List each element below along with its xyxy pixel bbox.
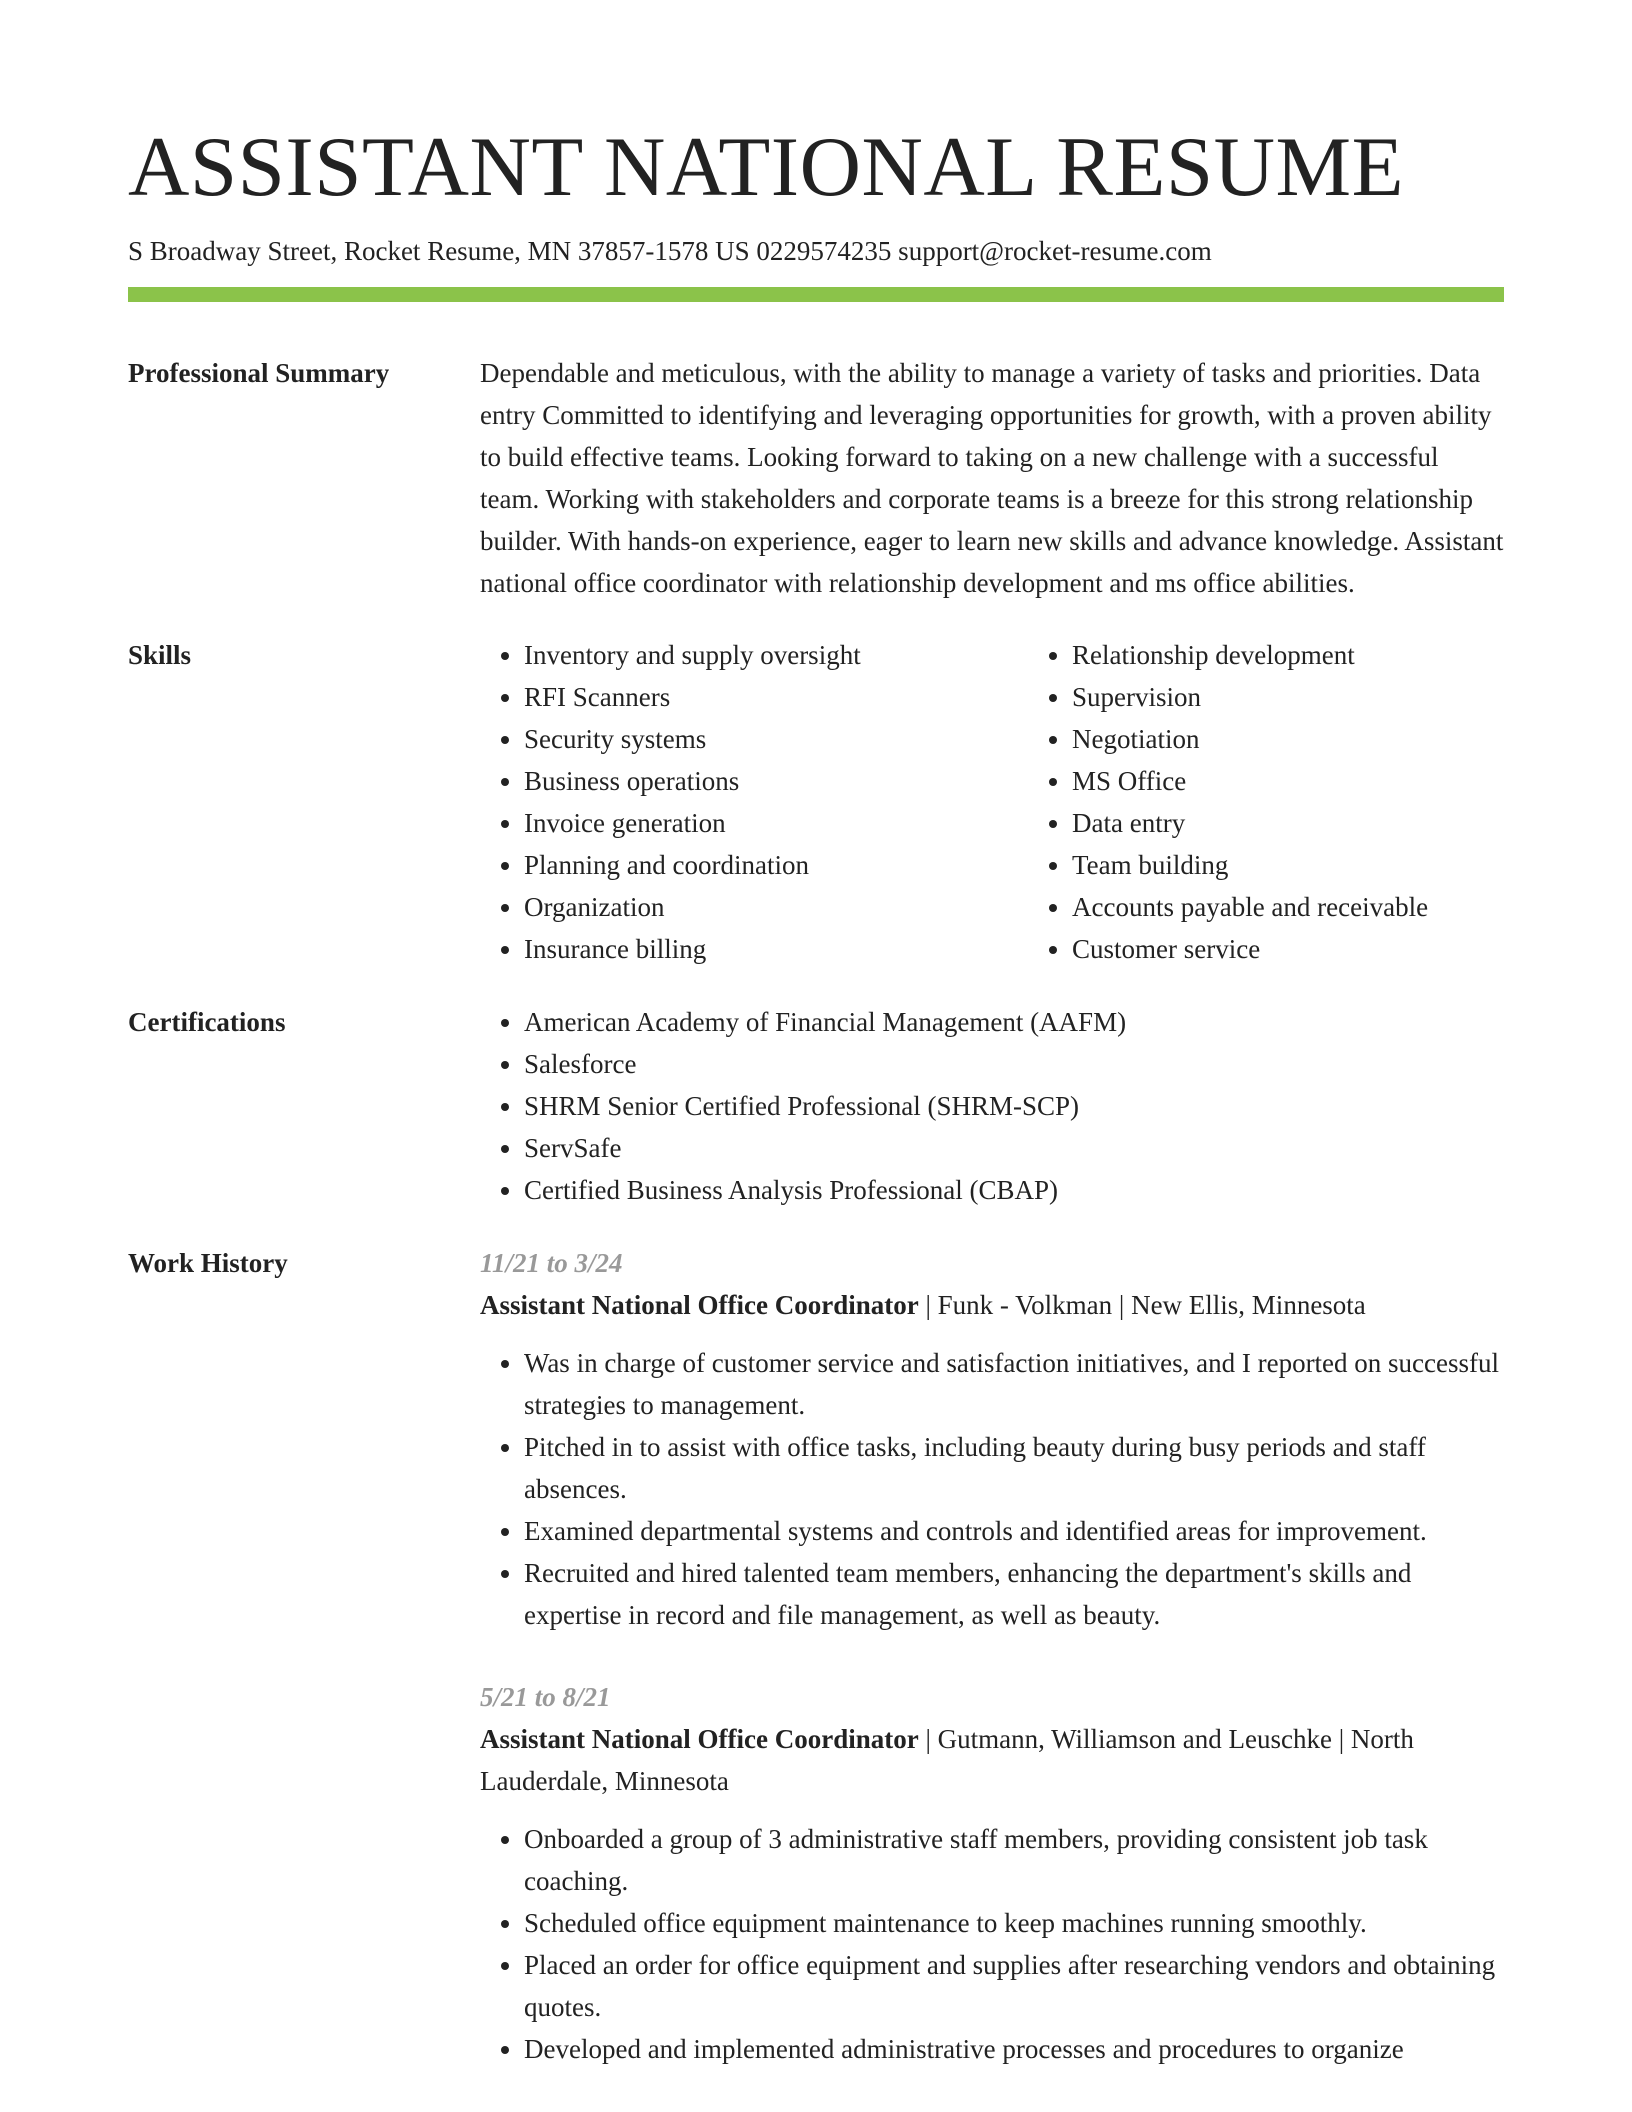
job-bullets [480, 1818, 1504, 2070]
resume-name: ASSISTANT NATIONAL RESUME [128, 120, 1405, 214]
job-title: Assistant National Office Coordinator [480, 1724, 919, 1754]
skills-section [128, 634, 1504, 970]
list-item: • Customer service [1072, 928, 1576, 970]
section-label-certifications: Certifications [128, 1007, 286, 1037]
certifications-list [480, 1001, 1504, 1211]
list-item: • Organization [524, 886, 1028, 928]
list-item: • Data entry [1072, 802, 1576, 844]
list-item: • Insurance billing [524, 928, 1028, 970]
list-item: • Scheduled office equipment maintenance to keep machines running smoothly. [524, 1902, 1504, 1944]
certifications-section [128, 1001, 1504, 1211]
list-item: • RFI Scanners [524, 676, 1028, 718]
job-bullets [480, 1342, 1504, 1636]
list-item: • Accounts payable and receivable [1072, 886, 1576, 928]
skills-list-col2 [1028, 634, 1576, 970]
list-item: • Security systems [524, 718, 1028, 760]
list-item: • Was in charge of customer service and satisfaction initiatives, and I reported on successful strategies to management. [524, 1342, 1504, 1426]
section-label-skills: Skills [128, 640, 192, 670]
list-item: • SHRM Senior Certified Professional (SHRM-SCP) [524, 1085, 1504, 1127]
list-item: • Examined departmental systems and controls and identified areas for improvement. [524, 1510, 1504, 1552]
job-details: | Funk - Volkman | New Ellis, Minnesota [918, 1290, 1366, 1320]
list-item: • MS Office [1072, 760, 1576, 802]
list-item: • Invoice generation [524, 802, 1028, 844]
list-item: • Placed an order for office equipment and supplies after researching vendors and obtaining quotes. [524, 1944, 1504, 2028]
list-item: • Pitched in to assist with office tasks, including beauty during busy periods and staff absences. [524, 1426, 1504, 1510]
list-item: • Planning and coordination [524, 844, 1028, 886]
list-item: • Salesforce [524, 1043, 1504, 1085]
list-item: • Supervision [1072, 676, 1576, 718]
section-label-work-history: Work History [128, 1248, 288, 1278]
list-item: • Developed and implemented administrative processes and procedures to organize [524, 2028, 1504, 2070]
section-label-summary: Professional Summary [128, 358, 390, 388]
summary-text: Dependable and meticulous, with the ability to manage a variety of tasks and priorities. Data entry Committed to identifying and leveraging opportunities for growth, with a proven ability to build effective teams. Looking forward to taking on a new challenge with a successful team. Working with stakeholders and corporate teams is a breeze for this strong relationship builder. With hands-on experience, eager to learn new skills and advance knowledge. Assistant national office coordinator with relationship development and ms office abilities. [480, 358, 1504, 598]
job-heading [480, 1284, 1504, 1326]
list-item: • ServSafe [524, 1127, 1504, 1169]
summary-section [128, 352, 1504, 604]
job-heading [480, 1718, 1504, 1802]
list-item: • Certified Business Analysis Professional (CBAP) [524, 1169, 1504, 1211]
contact-line: S Broadway Street, Rocket Resume, MN 37857-1578 US 0229574235 support@rocket-resume.com [128, 236, 1212, 266]
work-history-section [128, 1242, 1504, 2070]
job-title: Assistant National Office Coordinator [480, 1290, 919, 1320]
job-entry [480, 1676, 1504, 2070]
job-details: | Gutmann, Williamson and Leuschke | North Lauderdale, Minnesota [480, 1724, 1414, 1796]
job-entry [480, 1242, 1504, 1636]
list-item: • Relationship development [1072, 634, 1576, 676]
list-item: • Negotiation [1072, 718, 1576, 760]
list-item: • Team building [1072, 844, 1576, 886]
list-item: • Recruited and hired talented team members, enhancing the department's skills and expertise in record and file management, as well as beauty. [524, 1552, 1504, 1636]
list-item: • Inventory and supply oversight [524, 634, 1028, 676]
list-item: • Onboarded a group of 3 administrative staff members, providing consistent job task coaching. [524, 1818, 1504, 1902]
job-dates: 11/21 to 3/24 [480, 1248, 623, 1278]
list-item: • American Academy of Financial Management (AAFM) [524, 1001, 1504, 1043]
job-dates: 5/21 to 8/21 [480, 1682, 611, 1712]
skills-list-col1 [480, 634, 1028, 970]
list-item: • Business operations [524, 760, 1028, 802]
header-divider [128, 287, 1504, 302]
